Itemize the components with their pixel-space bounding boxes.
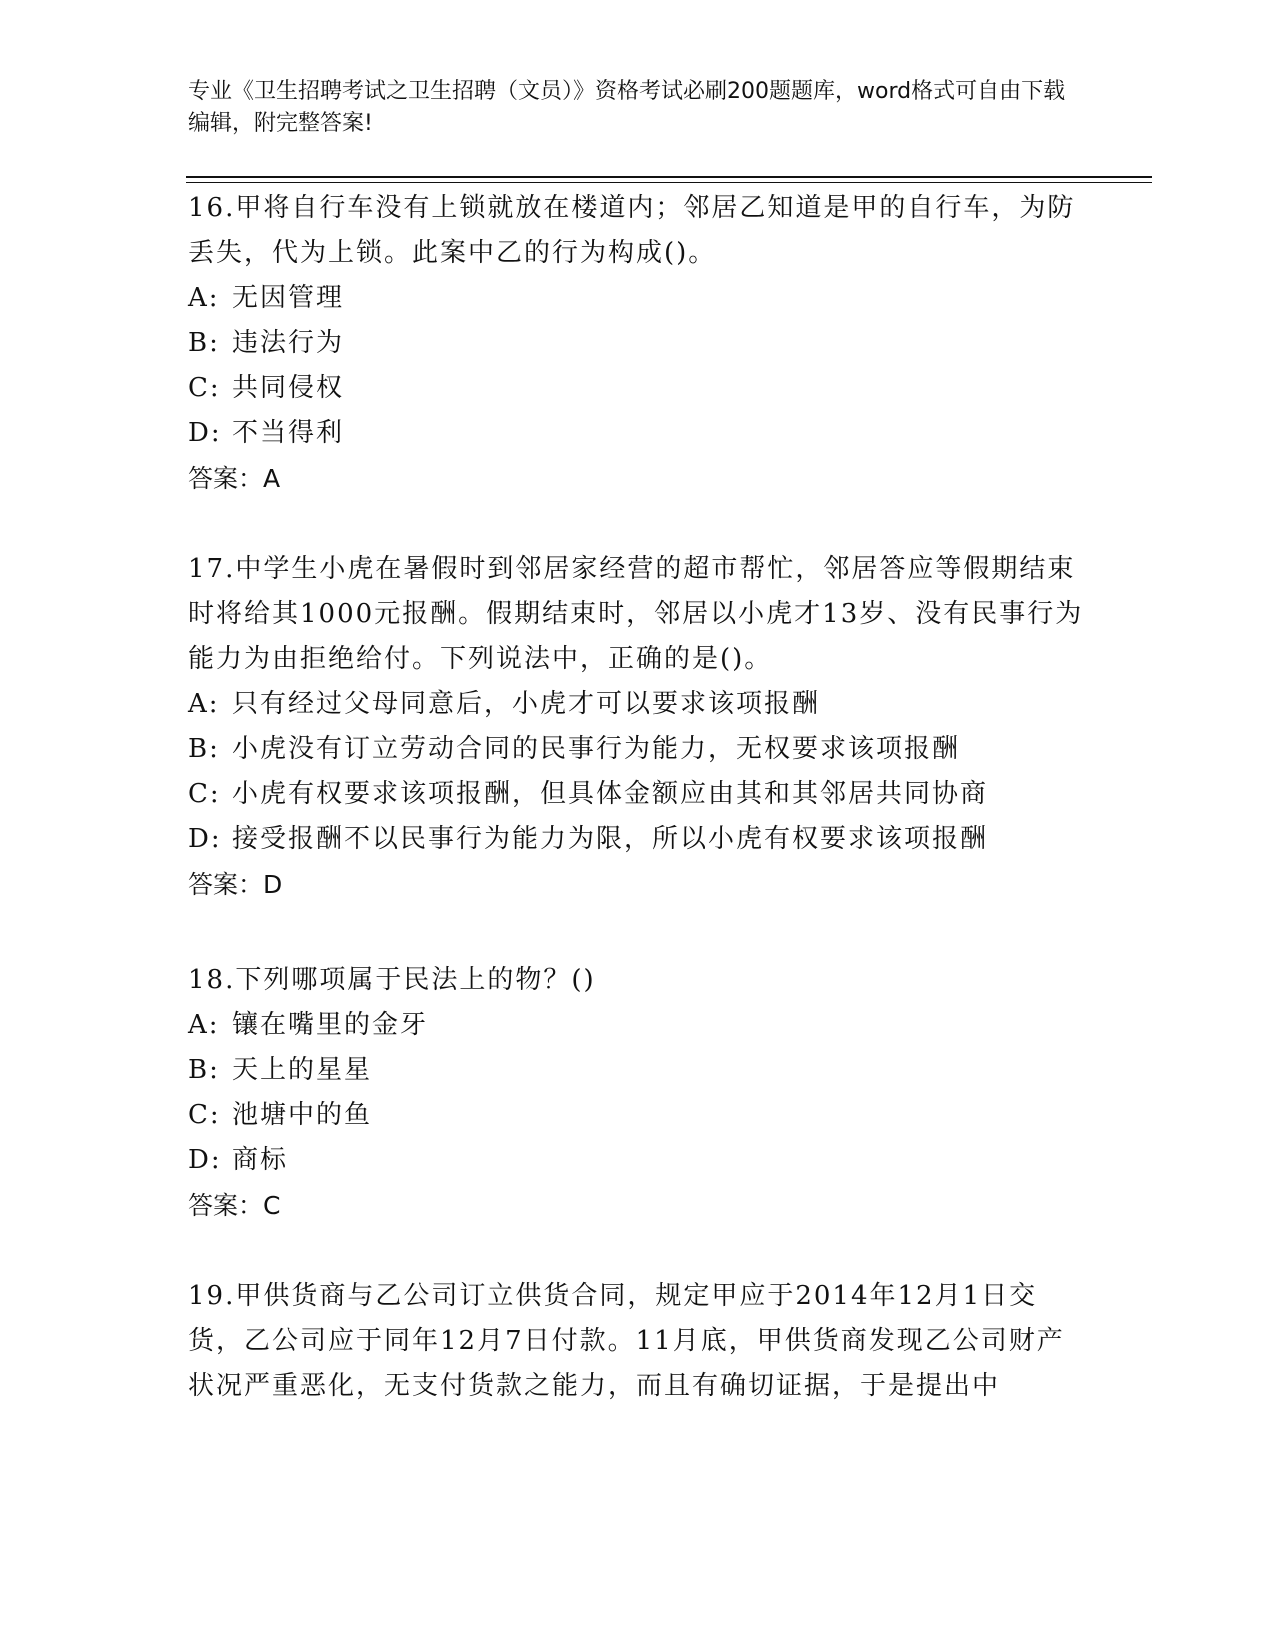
- option-d: [188, 411, 1088, 456]
- option-b: [188, 727, 1088, 772]
- option-text: 违法行为: [232, 328, 345, 358]
- question-stem: 18.下列哪项属于民法上的物？(): [188, 965, 596, 995]
- option-letter: C:: [188, 1100, 221, 1130]
- option-d: [188, 1138, 1088, 1183]
- option-letter: B:: [188, 1055, 220, 1085]
- option-text: 镶在嘴里的金牙: [232, 1010, 429, 1040]
- option-c: [188, 1093, 1088, 1138]
- question-17: [188, 547, 1088, 908]
- option-letter: A:: [188, 689, 220, 719]
- header-text: 专业《卫生招聘考试之卫生招聘（文员）》资格考试必刷200题题库，word格式可自由下载编辑，附完整答案!: [188, 79, 1066, 136]
- option-b: [188, 321, 1088, 366]
- question-stem: 17.中学生小虎在暑假时到邻居家经营的超市帮忙，邻居答应等假期结束时将给其1000元报酬。假期结束时，邻居以小虎才13岁、没有民事行为能力为由拒绝给付。下列说法中，正确的是()。: [188, 554, 1084, 674]
- option-c: [188, 366, 1088, 411]
- option-c: [188, 772, 1088, 817]
- option-b: [188, 1048, 1088, 1093]
- option-a: [188, 276, 1088, 321]
- option-letter: C:: [188, 779, 221, 809]
- option-letter: A:: [188, 283, 220, 313]
- document-header: [188, 76, 1068, 140]
- answer-line: 答案：D: [188, 870, 283, 899]
- option-letter: A:: [188, 1010, 220, 1040]
- option-text: 商标: [232, 1145, 289, 1175]
- option-text: 池塘中的鱼: [232, 1100, 373, 1130]
- option-letter: D:: [188, 1145, 222, 1175]
- option-a: [188, 682, 1088, 727]
- question-19: [188, 1274, 1088, 1409]
- option-text: 小虎有权要求该项报酬，但具体金额应由其和其邻居共同协商: [232, 779, 989, 809]
- option-letter: D:: [188, 824, 222, 854]
- option-text: 小虎没有订立劳动合同的民事行为能力，无权要求该项报酬: [232, 734, 961, 764]
- question-16: [188, 186, 1088, 502]
- option-letter: B:: [188, 734, 220, 764]
- question-18: [188, 958, 1088, 1229]
- option-text: 无因管理: [232, 283, 345, 313]
- option-letter: D:: [188, 418, 222, 448]
- question-stem: 16.甲将自行车没有上锁就放在楼道内；邻居乙知道是甲的自行车，为防丢失，代为上锁。此案中乙的行为构成()。: [188, 193, 1076, 268]
- answer-line: 答案：A: [188, 464, 281, 493]
- option-text: 共同侵权: [232, 373, 345, 403]
- option-d: [188, 817, 1088, 862]
- question-stem: 19.甲供货商与乙公司订立供货合同，规定甲应于2014年12月1日交货，乙公司应于同年12月7日付款。11月底，甲供货商发现乙公司财产状况严重恶化，无支付货款之能力，而且有确切证据，于是提出中: [188, 1281, 1065, 1401]
- option-text: 接受报酬不以民事行为能力为限，所以小虎有权要求该项报酬: [232, 824, 989, 854]
- answer-line: 答案：C: [188, 1191, 281, 1220]
- option-text: 只有经过父母同意后，小虎才可以要求该项报酬: [232, 689, 821, 719]
- header-divider-thick: [186, 176, 1152, 178]
- option-text: 天上的星星: [232, 1055, 373, 1085]
- header-divider-thin: [186, 182, 1152, 183]
- option-a: [188, 1003, 1088, 1048]
- option-letter: B:: [188, 328, 220, 358]
- option-text: 不当得利: [232, 418, 345, 448]
- option-letter: C:: [188, 373, 221, 403]
